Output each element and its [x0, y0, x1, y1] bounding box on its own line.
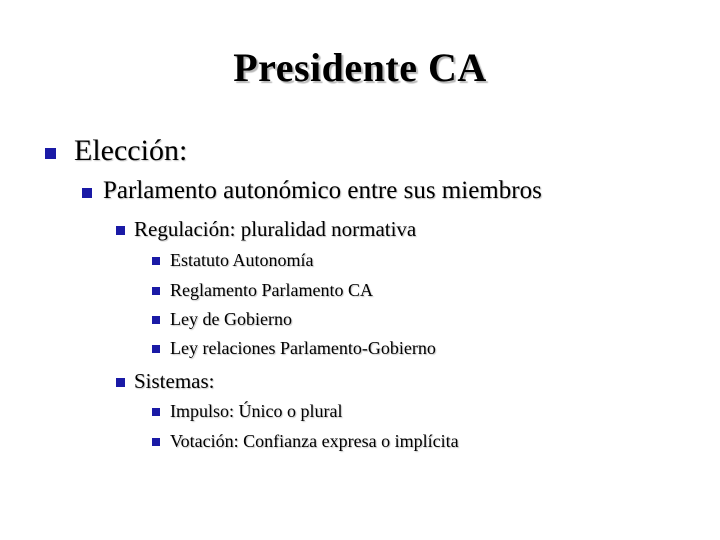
bullet-votacion: Votación: Confianza expresa o implícita [170, 431, 459, 451]
bullet-regulacion: Regulación: pluralidad normativa [134, 217, 417, 241]
square-bullet-icon [116, 226, 125, 235]
square-bullet-icon [82, 188, 92, 198]
bullet-parlamento: Parlamento autonómico entre sus miembros [103, 177, 542, 204]
square-bullet-icon [152, 257, 160, 265]
bullet-eleccion: Elección: [74, 134, 188, 167]
bullet-impulso: Impulso: Único o plural [170, 401, 343, 421]
square-bullet-icon [152, 408, 160, 416]
square-bullet-icon [116, 378, 125, 387]
bullet-ley-gobierno: Ley de Gobierno [170, 309, 292, 329]
square-bullet-icon [152, 345, 160, 353]
bullet-sistemas: Sistemas: [134, 369, 215, 393]
square-bullet-icon [152, 316, 160, 324]
slide-title: Presidente CA [233, 45, 487, 90]
bullet-reglamento: Reglamento Parlamento CA [170, 280, 373, 300]
square-bullet-icon [152, 438, 160, 446]
square-bullet-icon [45, 148, 56, 159]
bullet-ley-relaciones: Ley relaciones Parlamento-Gobierno [170, 338, 436, 358]
square-bullet-icon [152, 287, 160, 295]
bullet-estatuto: Estatuto Autonomía [170, 250, 314, 270]
